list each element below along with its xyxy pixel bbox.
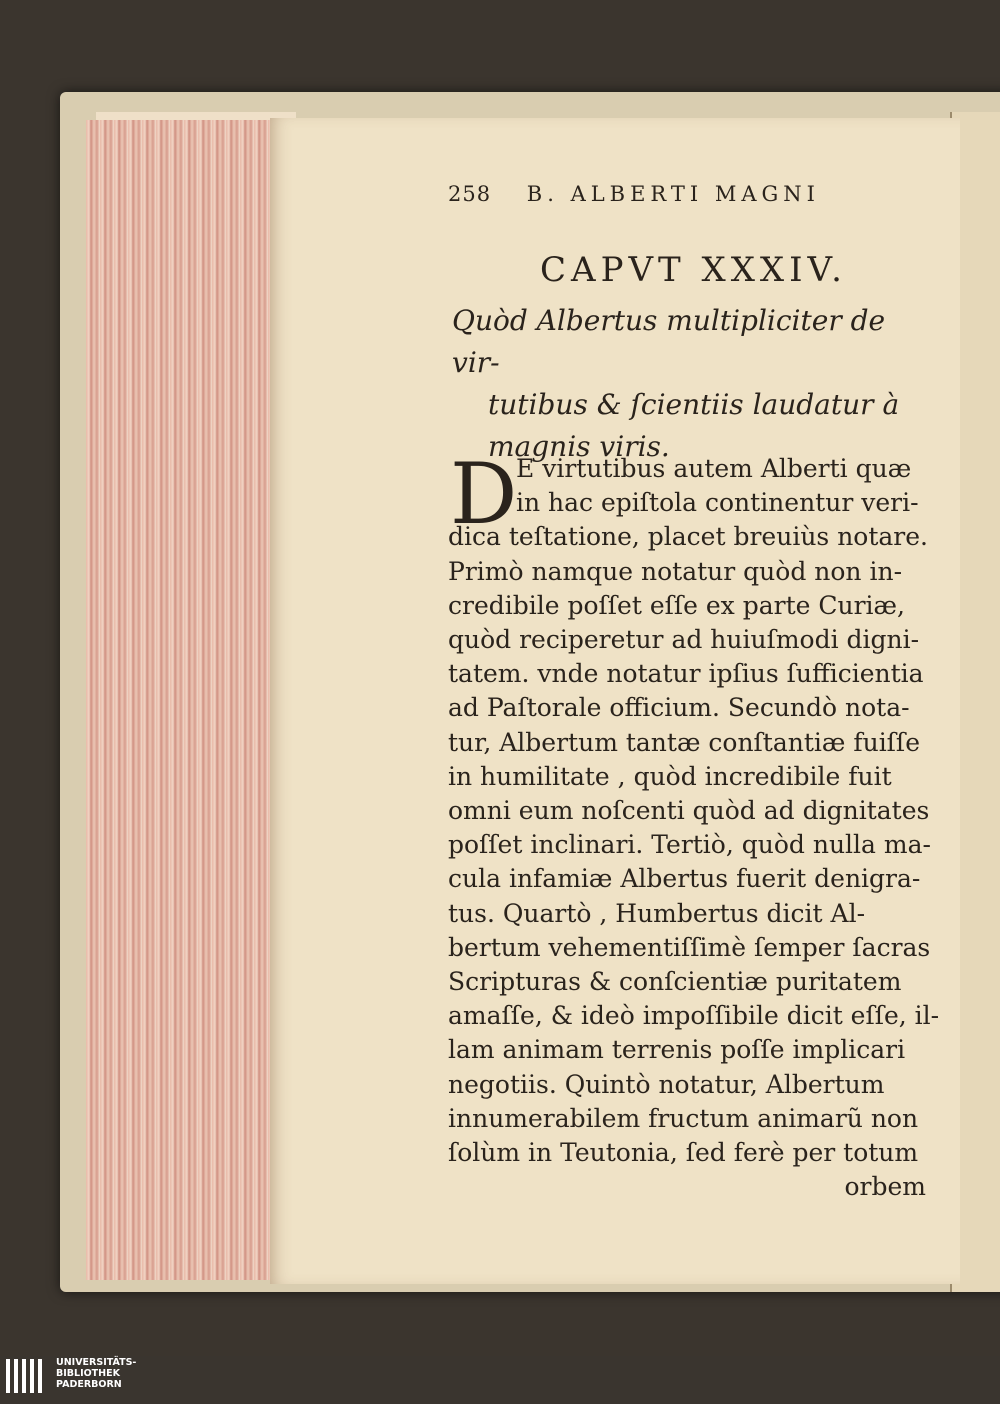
text-line: in hac epiſtola continentur veri- (516, 488, 919, 518)
text-line: Scripturas & conſcientiæ puritatem (448, 967, 902, 997)
text-line: bertum vehementiſſimè ſemper ſacras (448, 932, 931, 962)
subtitle-line: tutibus & ſcientiis laudatur à (488, 388, 900, 421)
text-line: amaſſe, & ideò impoſſibile dicit eſſe, il- (448, 1001, 940, 1031)
chapter-heading: CAPVT XXXIV. (540, 250, 847, 290)
text-line: tur, Albertum tantæ conſtantiæ fuiſſe (448, 727, 920, 757)
text-line: ſolùm in Teutonia, ſed ferè per totum (448, 1138, 919, 1168)
text-line: lam animam terrenis poſſe implicari (448, 1035, 906, 1065)
subtitle-line: magnis viris. (488, 430, 670, 463)
text-line: quòd reciperetur ad huiuſmodi digni- (448, 625, 920, 655)
text-line: poſſet inclinari. Tertiò, quòd nulla ma- (448, 830, 931, 860)
library-logo-icon (6, 1359, 46, 1393)
catchword: orbem (844, 1172, 926, 1202)
text-line: tus. Quartò , Humbertus dicit Al- (448, 898, 866, 928)
page-number: 258 (448, 182, 492, 206)
text-line: ad Paſtorale officium. Secundò nota- (448, 693, 910, 723)
running-head-title: B. ALBERTI MAGNI (526, 182, 820, 206)
chapter-subtitle (452, 300, 932, 468)
text-line: in humilitate , quòd incredibile fuit (448, 761, 892, 791)
text-line: dica teſtatione, placet breuiùs notare. (448, 522, 928, 552)
drop-cap: D (450, 445, 518, 543)
subtitle-line: Quòd Albertus multipliciter de vir- (452, 304, 886, 379)
text-line: tatem. vnde notatur ipſius ſufficientia (448, 659, 924, 689)
text-line: omni eum noſcenti quòd ad dignitates (448, 796, 930, 826)
page-edges (86, 120, 286, 1280)
text-line: cula infamiæ Albertus fuerit denigra- (448, 864, 921, 894)
text-line: E virtutibus autem Alberti quæ (516, 454, 912, 483)
running-header (448, 182, 928, 206)
library-logo-text (56, 1357, 136, 1390)
text-line: credibile poſſet eſſe ex parte Curiæ, (448, 590, 905, 620)
text-line: negotiis. Quintò notatur, Albertum (448, 1069, 885, 1099)
logo-line: BIBLIOTHEK (56, 1368, 120, 1379)
footer-bar (0, 1356, 1000, 1404)
text-line: Primò namque notatur quòd non in- (448, 556, 903, 586)
logo-line: UNIVERSITÄTS- (56, 1357, 137, 1368)
logo-line: PADERBORN (56, 1379, 122, 1390)
text-line: innumerabilem fructum animarũ non (448, 1103, 919, 1133)
